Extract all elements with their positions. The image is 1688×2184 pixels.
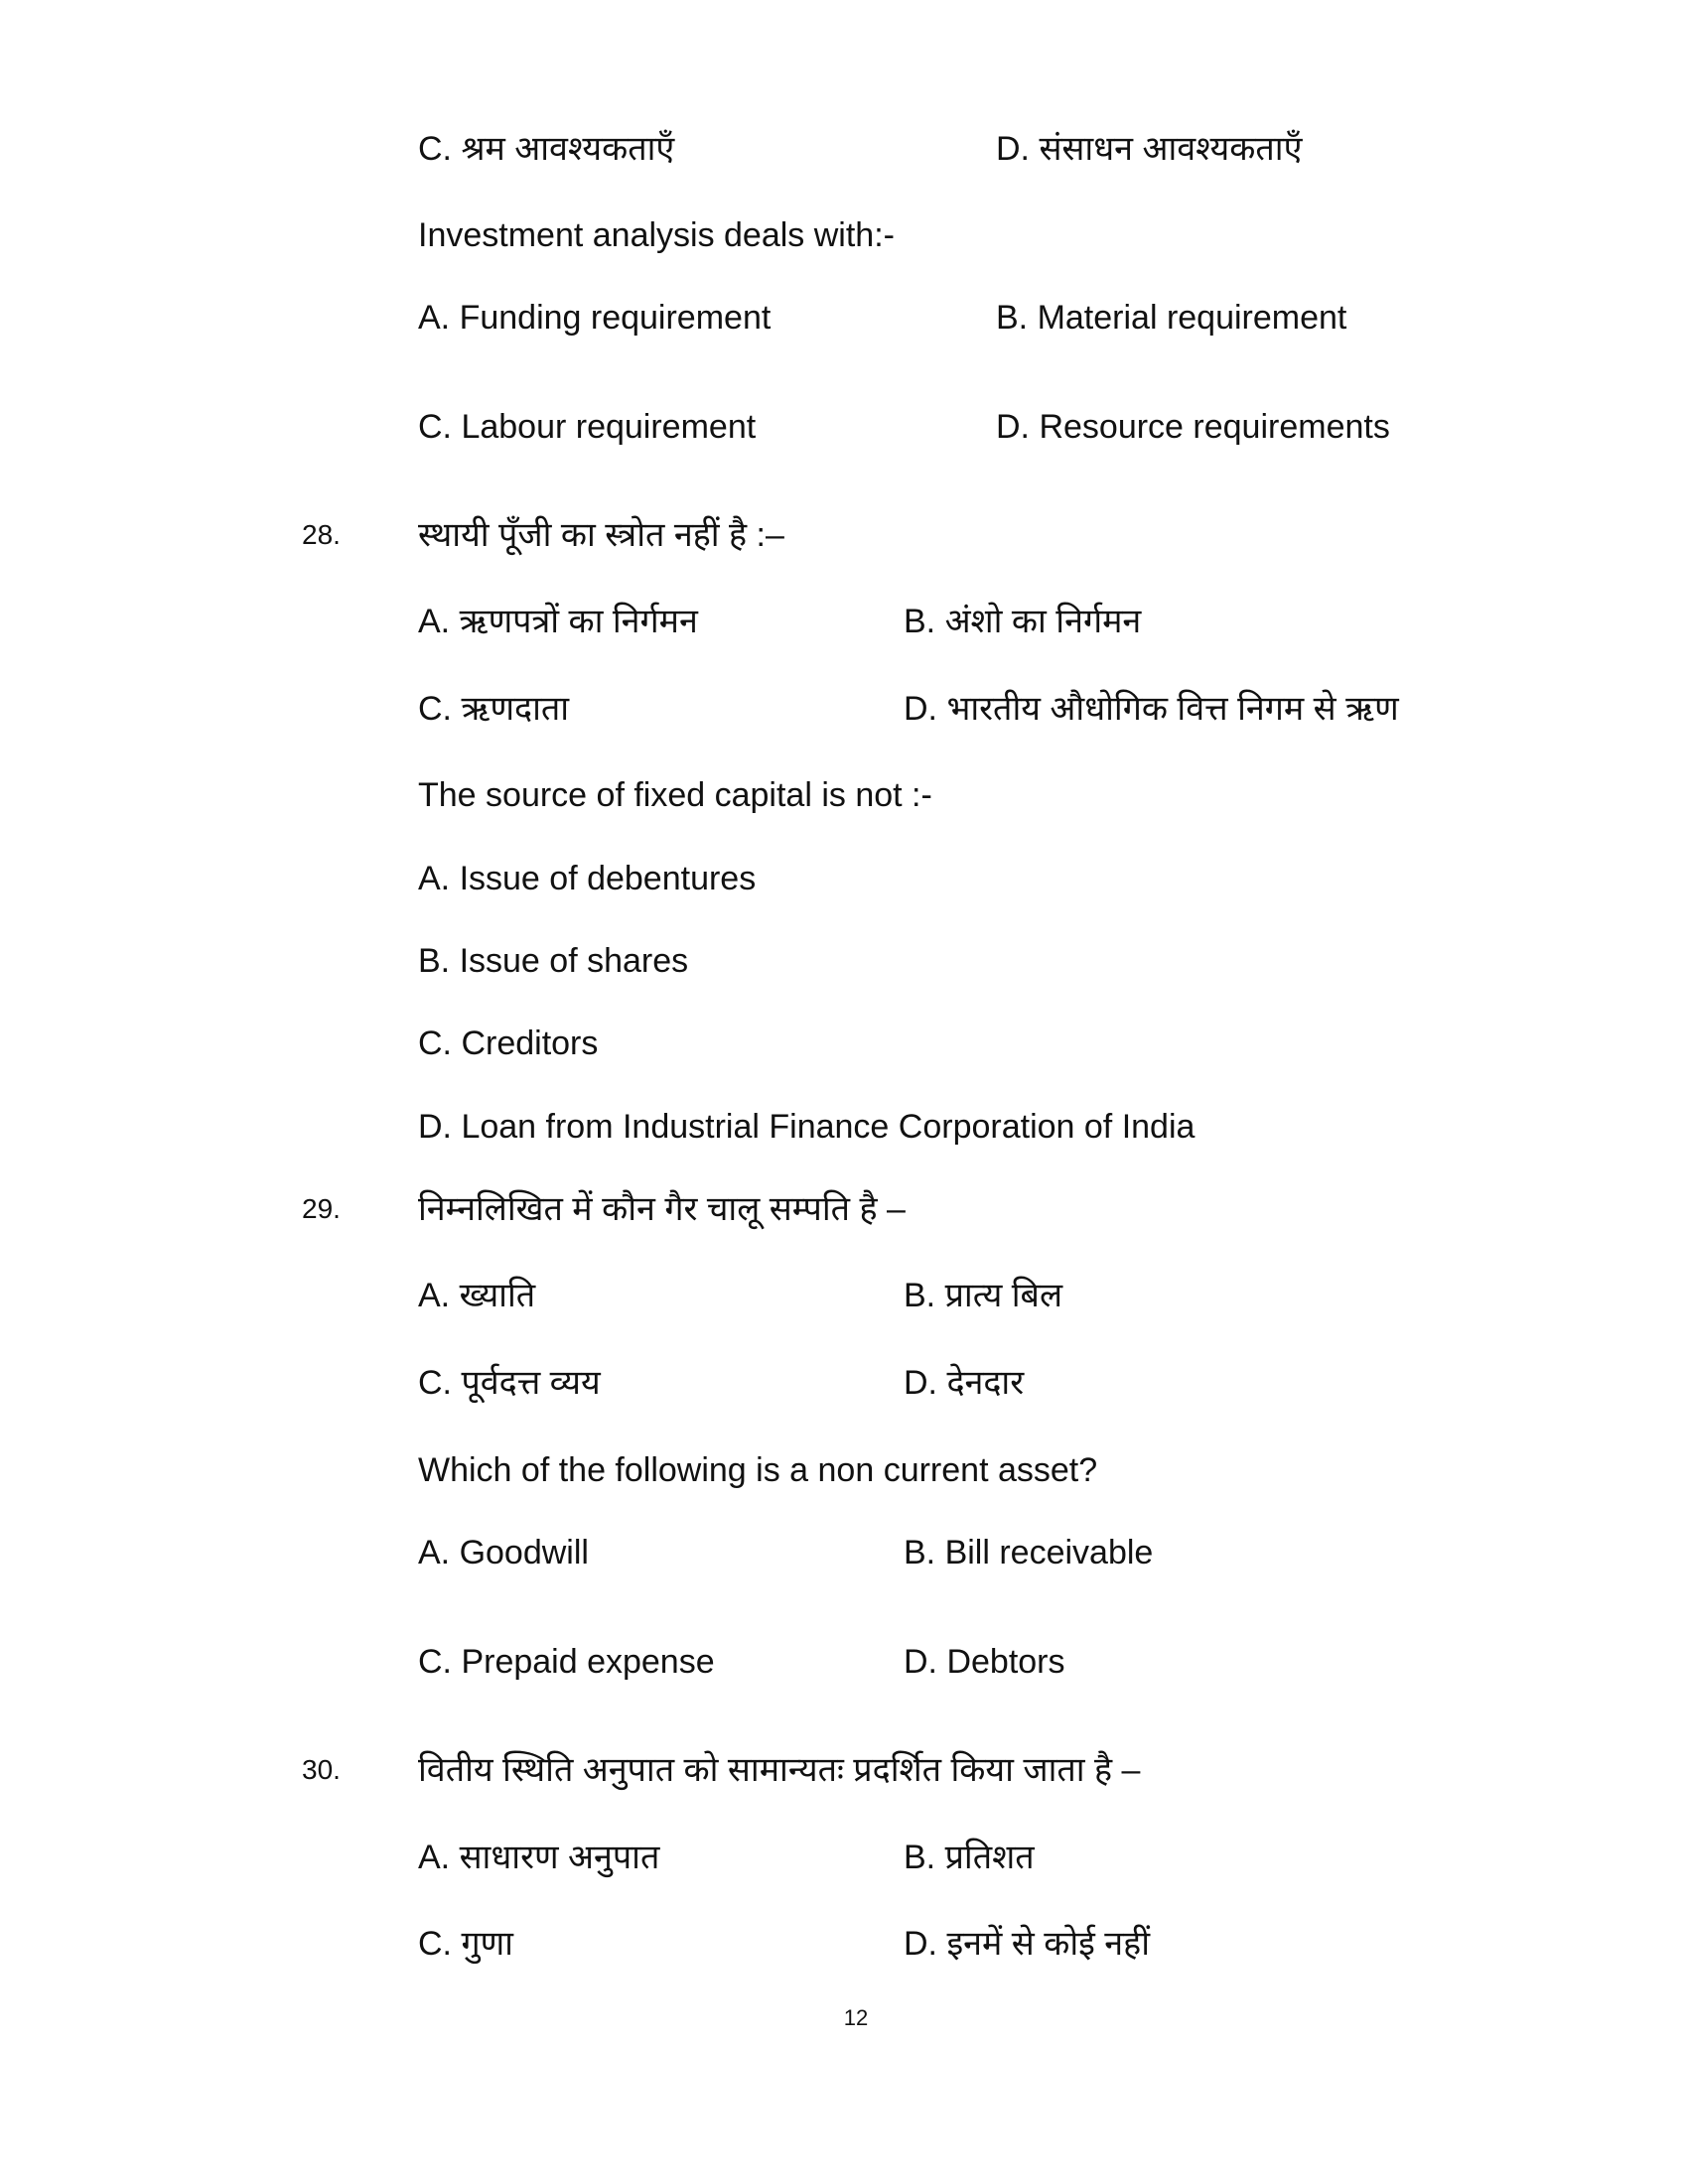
q28-en-option-c: C. Creditors <box>418 1024 599 1062</box>
q30-hi-option-b: B. प्रतिशत <box>904 1839 1035 1876</box>
q27-hi-option-c: C. श्रम आवश्यकताएँ <box>418 130 675 168</box>
q29-hi-option-d: D. देनदार <box>904 1364 1025 1402</box>
q29-number: 29. <box>302 1193 341 1224</box>
q29-en-option-c: C. Prepaid expense <box>418 1643 715 1681</box>
q28-en-option-d: D. Loan from Industrial Finance Corporation of India <box>418 1108 1196 1146</box>
q28-en-question: The source of fixed capital is not :- <box>418 776 932 814</box>
q27-en-option-d: D. Resource requirements <box>996 408 1390 446</box>
q27-en-option-b: B. Material requirement <box>996 299 1347 337</box>
q30-number: 30. <box>302 1754 341 1785</box>
q28-number: 28. <box>302 519 341 550</box>
q27-en-question: Investment analysis deals with:- <box>418 216 895 254</box>
q27-en-option-a: A. Funding requirement <box>418 299 772 337</box>
q28-hi-option-a: A. ऋणपत्रों का निर्गमन <box>418 603 698 640</box>
q29-hi-question: निम्नलिखित में कौन गैर चालू सम्पति है – <box>418 1190 906 1228</box>
q29-hi-option-b: B. प्रात्य बिल <box>904 1277 1063 1314</box>
q29-en-option-a: A. Goodwill <box>418 1534 589 1571</box>
q30-hi-option-d: D. इनमें से कोई नहीं <box>904 1925 1151 1963</box>
q29-hi-option-c: C. पूर्वदत्त व्यय <box>418 1364 601 1402</box>
q28-en-option-a: A. Issue of debentures <box>418 860 757 897</box>
q30-hi-option-a: A. साधारण अनुपात <box>418 1839 660 1876</box>
q27-hi-option-d: D. संसाधन आवश्यकताएँ <box>996 130 1303 168</box>
q30-hi-option-c: C. गुणा <box>418 1925 513 1963</box>
q29-en-question: Which of the following is a non current asset? <box>418 1451 1098 1489</box>
q28-hi-option-c: C. ऋणदाता <box>418 690 570 728</box>
q28-hi-option-d: D. भारतीय औधोगिक वित्त निगम से ऋण <box>904 690 1399 728</box>
q28-hi-question: स्थायी पूँजी का स्त्रोत नहीं है :– <box>418 516 784 554</box>
q29-hi-option-a: A. ख्याति <box>418 1277 536 1314</box>
q28-en-option-b: B. Issue of shares <box>418 942 689 980</box>
q29-en-option-d: D. Debtors <box>904 1643 1065 1681</box>
q29-en-option-b: B. Bill receivable <box>904 1534 1154 1571</box>
q30-hi-question: वितीय स्थिति अनुपात को सामान्यतः प्रदर्शित किया जाता है – <box>418 1751 1141 1789</box>
q27-en-option-c: C. Labour requirement <box>418 408 757 446</box>
page-number: 12 <box>843 2005 869 2030</box>
q28-hi-option-b: B. अंशो का निर्गमन <box>904 603 1142 640</box>
